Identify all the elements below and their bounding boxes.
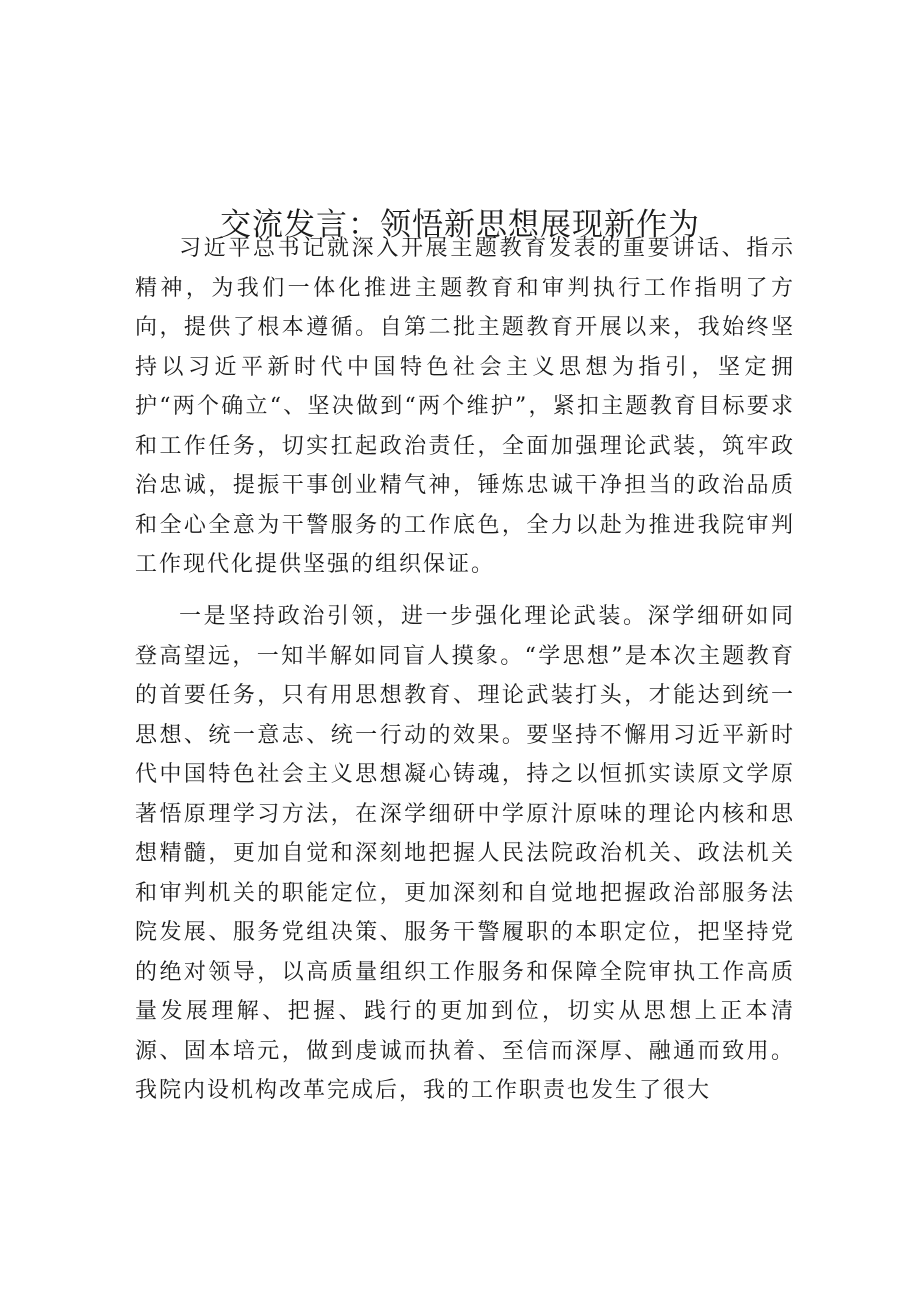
document-title: 交流发言：领悟新思想展现新作为 [220,207,700,243]
paragraph-point-one: 一是坚持政治引领，进一步强化理论武装。深学细研如同登高望远，一知半解如同盲人摸象。“学思想”是本次主题教育的首要任务，只有用思想教育、理论武装打头，才能达到统一思想、统一意志、统一行动的效果。要坚持不懈用习近平新时代中国特色社会主义思想凝心铸魂，持之以恒抓实读原文学原著悟原理学习方法，在深学细研中学原汁原味的理论内核和思想精髓，更加自觉和深刻地把握人民法院政治机关、政法机关和审判机关的职能定位，更加深刻和自觉地把握政治部服务法院发展、服务党组决策、服务干警履职的本职定位，把坚持党的绝对领导，以高质量组织工作服务和保障全院审执工作高质量发展理解、把握、践行的更加到位，切实从思想上正本清源、固本培元，做到虔诚而执着、至信而深厚、融通而致用。我院内设机构改革完成后，我的工作职责也发生了很大 [135,604,795,1103]
paragraph-intro: 习近平总书记就深入开展主题教育发表的重要讲话、指示精神，为我们一体化推进主题教育和审判执行工作指明了方向，提供了根本遵循。自第二批主题教育开展以来，我始终坚持以习近平新时代中国特色社会主义思想为指引，坚定拥护“两个确立“、坚决做到“两个维护”，紧扣主题教育目标要求和工作任务，切实扛起政治责任，全面加强理论武装，筑牢政治忠诚，提振干事创业精气神，锤炼忠诚干净担当的政治品质和全心全意为干警服务的工作底色，全力以赴为推进我院审判工作现代化提供坚强的组织保证。 [135,236,795,577]
